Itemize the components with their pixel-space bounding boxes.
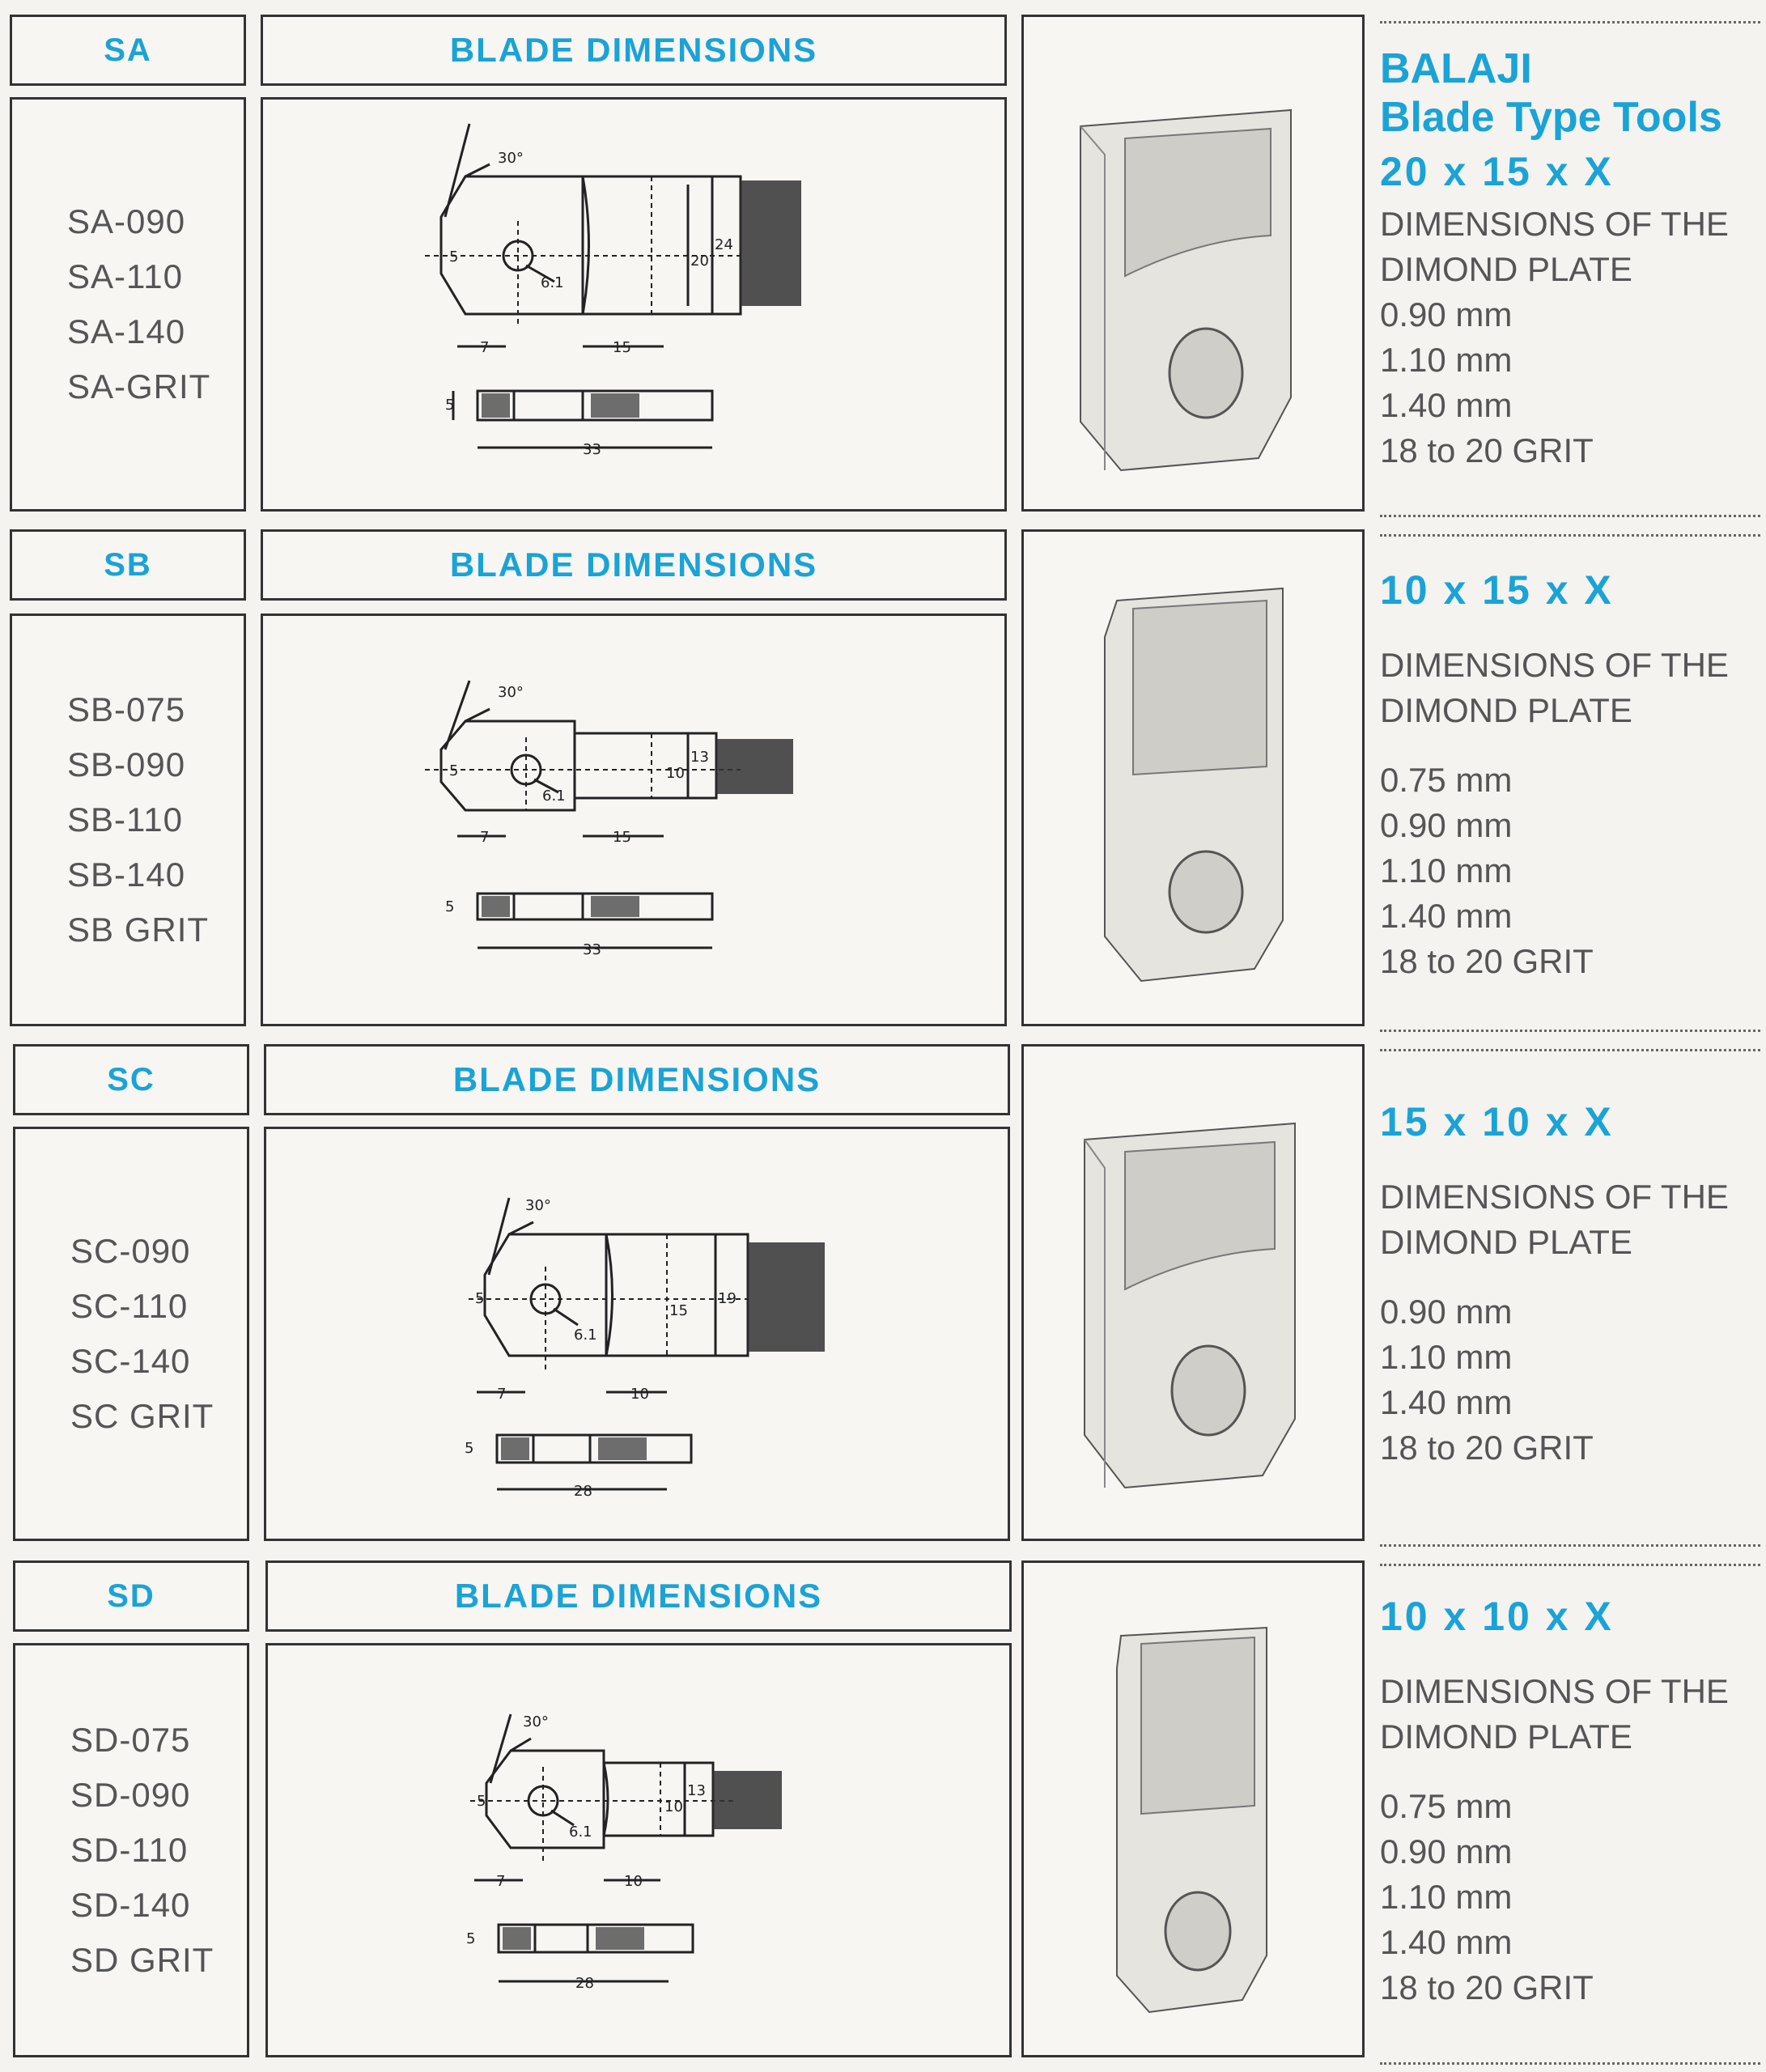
left-length-label: 7 bbox=[496, 1873, 506, 1890]
model-item: SD GRIT bbox=[70, 1941, 214, 1979]
divider bbox=[1380, 1564, 1760, 1566]
hole-label: 6.1 bbox=[569, 1824, 592, 1841]
model-item: SD-090 bbox=[70, 1776, 191, 1814]
plate-label: DIMENSIONS OF THE bbox=[1380, 1178, 1729, 1216]
blade-drawing-sb bbox=[261, 614, 1007, 1026]
blade-dimensions-label: BLADE DIMENSIONS bbox=[454, 1577, 823, 1615]
height-outer-label: 19 bbox=[718, 1290, 737, 1307]
model-item: SD-075 bbox=[70, 1721, 191, 1759]
left-length-label: 7 bbox=[497, 1386, 507, 1403]
offset-label: 5 bbox=[449, 248, 459, 265]
height-inner-label: 10 bbox=[664, 1798, 683, 1815]
angle-label: 30° bbox=[523, 1713, 549, 1730]
blade-dimensions-title-sd bbox=[265, 1560, 1012, 1632]
spec-value: 0.90 mm bbox=[1380, 1832, 1513, 1870]
plate-label: DIMOND PLATE bbox=[1380, 250, 1632, 288]
mid-length-label: 15 bbox=[613, 829, 631, 846]
divider bbox=[1380, 1544, 1760, 1547]
model-item: SA-140 bbox=[67, 312, 186, 350]
spec-value: 18 to 20 GRIT bbox=[1380, 1429, 1594, 1467]
mid-length-label: 15 bbox=[613, 339, 631, 356]
plate-label: DIMENSIONS OF THE bbox=[1380, 1672, 1729, 1710]
blade-dimensions-label: BLADE DIMENSIONS bbox=[449, 31, 818, 69]
spec-value: 0.75 mm bbox=[1380, 761, 1513, 799]
technical-drawing bbox=[263, 616, 1009, 1029]
model-item: SA-GRIT bbox=[67, 367, 211, 405]
model-item: SD-140 bbox=[70, 1886, 191, 1924]
technical-drawing bbox=[268, 1645, 1014, 2060]
blade-drawing-sd bbox=[265, 1643, 1012, 2057]
hole-label: 6.1 bbox=[574, 1327, 597, 1344]
model-item: SC-140 bbox=[70, 1342, 191, 1380]
model-list-sa bbox=[10, 97, 246, 512]
spec-value: 1.10 mm bbox=[1380, 341, 1513, 379]
tool-photo-sc bbox=[1021, 1044, 1365, 1541]
divider bbox=[1380, 534, 1760, 537]
divider bbox=[1380, 1049, 1760, 1051]
left-length-label: 7 bbox=[480, 339, 490, 356]
section-code-label: SB bbox=[104, 546, 152, 583]
height-inner-label: 20 bbox=[690, 253, 709, 270]
blade-drawing-sa bbox=[261, 97, 1007, 512]
angle-label: 30° bbox=[498, 150, 524, 167]
spec-value: 1.10 mm bbox=[1380, 1338, 1513, 1376]
plate-dimension: 10 x 10 x X bbox=[1380, 1594, 1614, 1639]
section-code-label: SC bbox=[107, 1061, 155, 1098]
brand-name: BALAJI bbox=[1380, 45, 1532, 92]
section-code-sb bbox=[10, 529, 246, 601]
spec-value: 1.40 mm bbox=[1380, 1383, 1513, 1421]
section-code-sd bbox=[13, 1560, 249, 1632]
height-outer-label: 13 bbox=[690, 749, 709, 766]
spec-value: 1.10 mm bbox=[1380, 1878, 1513, 1916]
total-length-label: 28 bbox=[575, 1975, 594, 1992]
divider bbox=[1380, 21, 1760, 23]
thickness-label: 5 bbox=[465, 1440, 474, 1457]
hole-label: 6.1 bbox=[542, 788, 566, 805]
offset-label: 5 bbox=[477, 1793, 486, 1810]
info-block-sb bbox=[1380, 567, 1760, 984]
spec-value: 18 to 20 GRIT bbox=[1380, 431, 1594, 469]
plate-dimension: 15 x 10 x X bbox=[1380, 1099, 1614, 1144]
spec-value: 1.40 mm bbox=[1380, 1923, 1513, 1961]
tool-photo-sd bbox=[1021, 1560, 1365, 2057]
spec-value: 0.90 mm bbox=[1380, 1293, 1513, 1331]
height-outer-label: 24 bbox=[715, 236, 733, 253]
plate-dimension: 20 x 15 x X bbox=[1380, 149, 1614, 194]
blade-drawing-sc bbox=[264, 1127, 1010, 1541]
model-item: SB-075 bbox=[67, 690, 186, 728]
blade-dimensions-title-sb bbox=[261, 529, 1007, 601]
brand-subtitle: Blade Type Tools bbox=[1380, 94, 1722, 141]
thickness-label: 5 bbox=[466, 1930, 476, 1947]
plate-label: DIMENSIONS OF THE bbox=[1380, 205, 1729, 243]
model-item: SC-110 bbox=[70, 1287, 189, 1325]
spec-value: 18 to 20 GRIT bbox=[1380, 942, 1594, 980]
plate-label: DIMOND PLATE bbox=[1380, 1223, 1632, 1261]
model-list-sb bbox=[10, 614, 246, 1026]
total-length-label: 28 bbox=[574, 1483, 592, 1500]
spec-value: 0.90 mm bbox=[1380, 295, 1513, 333]
angle-label: 30° bbox=[525, 1197, 551, 1214]
angle-label: 30° bbox=[498, 684, 524, 701]
spec-value: 0.90 mm bbox=[1380, 806, 1513, 844]
spec-value: 1.40 mm bbox=[1380, 897, 1513, 935]
section-code-sc bbox=[13, 1044, 249, 1115]
blade-tool-image bbox=[1024, 1047, 1367, 1543]
blade-dimensions-label: BLADE DIMENSIONS bbox=[449, 546, 818, 584]
left-length-label: 7 bbox=[480, 829, 490, 846]
total-length-label: 33 bbox=[583, 441, 601, 458]
model-item: SB-090 bbox=[67, 745, 186, 783]
height-inner-label: 15 bbox=[669, 1302, 688, 1319]
model-item: SB-110 bbox=[67, 800, 183, 839]
blade-dimensions-title-sc bbox=[264, 1044, 1010, 1115]
model-item: SB GRIT bbox=[67, 911, 210, 949]
section-code-sa bbox=[10, 15, 246, 86]
mid-length-label: 10 bbox=[630, 1386, 649, 1403]
model-item: SD-110 bbox=[70, 1831, 189, 1869]
divider bbox=[1380, 2062, 1760, 2065]
spec-value: 1.40 mm bbox=[1380, 386, 1513, 424]
model-list-sc bbox=[13, 1127, 249, 1541]
offset-label: 5 bbox=[449, 762, 459, 779]
spec-value: 18 to 20 GRIT bbox=[1380, 1968, 1594, 2006]
model-item: SB-140 bbox=[67, 856, 186, 894]
blade-dimensions-title-sa bbox=[261, 15, 1007, 86]
model-item: SC-090 bbox=[70, 1232, 191, 1270]
thickness-label: 5 bbox=[445, 397, 455, 414]
plate-label: DIMENSIONS OF THE bbox=[1380, 646, 1729, 684]
section-code-label: SD bbox=[107, 1577, 155, 1614]
height-inner-label: 10 bbox=[666, 765, 685, 782]
info-block-sc bbox=[1380, 1098, 1760, 1471]
technical-drawing bbox=[263, 100, 1009, 514]
model-list-sd bbox=[13, 1643, 249, 2057]
info-block-sa bbox=[1380, 45, 1760, 473]
plate-dimension: 10 x 15 x X bbox=[1380, 567, 1614, 613]
plate-label: DIMOND PLATE bbox=[1380, 1717, 1632, 1756]
tool-photo-sa bbox=[1021, 15, 1365, 512]
section-code-label: SA bbox=[104, 32, 152, 68]
blade-tool-image bbox=[1024, 532, 1367, 1029]
spec-value: 1.10 mm bbox=[1380, 851, 1513, 890]
model-item: SC GRIT bbox=[70, 1397, 214, 1435]
tool-photo-sb bbox=[1021, 529, 1365, 1026]
blade-tool-image bbox=[1024, 1563, 1367, 2060]
blade-dimensions-label: BLADE DIMENSIONS bbox=[452, 1060, 821, 1098]
offset-label: 5 bbox=[475, 1290, 485, 1307]
technical-drawing bbox=[266, 1129, 1012, 1543]
divider bbox=[1380, 1030, 1760, 1032]
spec-value: 0.75 mm bbox=[1380, 1787, 1513, 1825]
plate-label: DIMOND PLATE bbox=[1380, 691, 1632, 729]
total-length-label: 33 bbox=[583, 941, 601, 958]
divider bbox=[1380, 515, 1760, 517]
mid-length-label: 10 bbox=[624, 1873, 643, 1890]
hole-label: 6.1 bbox=[541, 274, 564, 291]
info-block-sd bbox=[1380, 1593, 1760, 2010]
blade-tool-image bbox=[1024, 17, 1367, 514]
model-item: SA-090 bbox=[67, 202, 186, 240]
height-outer-label: 13 bbox=[687, 1782, 706, 1799]
model-item: SA-110 bbox=[67, 257, 183, 295]
thickness-label: 5 bbox=[445, 898, 455, 915]
